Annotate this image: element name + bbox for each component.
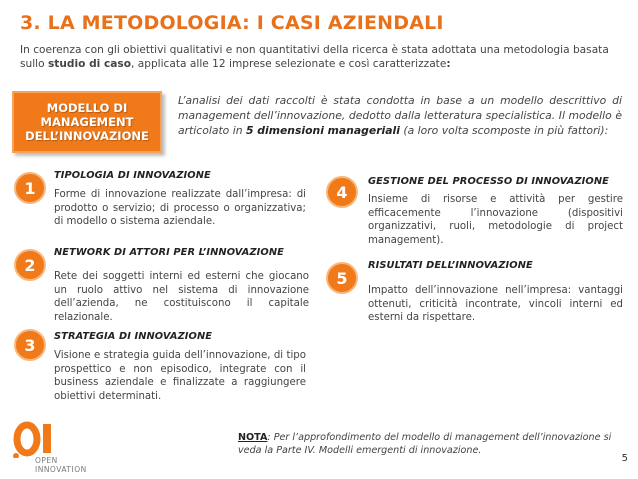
page-number: 5: [621, 453, 628, 464]
section-1-text: Forme di innovazione realizzate dall’impresa: di prodotto o servizio; di processo o organizzativa; di modello o sistema aziendale.: [54, 189, 306, 227]
section-2-title: NETWORK DI ATTORI PER L’INNOVAZIONE: [54, 247, 284, 258]
model-box-line-3: DELL’INNOVAZIONE: [25, 129, 149, 143]
logo-text-line-1: OPEN: [35, 456, 58, 465]
intro-colon: :: [446, 58, 451, 70]
intro-paragraph: [20, 43, 620, 71]
intro-text-1: In coerenza con gli obiettivi qualitativi e non quantitativi della ricerca è stata adottata una metodologia basata sullo: [20, 44, 609, 70]
note-text: : Per l’approfondimento del modello di management dell’innovazione si veda la Parte IV. Modelli emergenti di innovazione.: [238, 432, 612, 456]
page-title: 3. LA METODOLOGIA: I CASI AZIENDALI: [20, 12, 444, 34]
section-3-text: Visione e strategia guida dell’innovazione, di tipo prospettico e non episodico, integrate con il business aziendale e finalizzate a raggiungere obiettivi determinati.: [54, 350, 306, 402]
section-2-number-badge: 2: [14, 249, 46, 281]
section-5-number-badge: 5: [326, 262, 358, 294]
model-box-line-2: MANAGEMENT: [40, 115, 134, 129]
section-2-text: Rete dei soggetti interni ed esterni che giocano un ruolo attivo nel sistema di innovazione dell’azienda, ne costituiscono il capitale relazionale.: [54, 271, 309, 323]
model-box-line-1: MODELLO DI: [46, 101, 128, 115]
section-3-title: STRATEGIA DI INNOVAZIONE: [54, 331, 213, 342]
model-text-2: (a loro volta scomposte in più fattori):: [399, 124, 609, 137]
section-4-text: Insieme di risorse e attività per gestire efficacemente l’innovazione (dispositivi organizzativi, ruoli, metodologie di project management).: [368, 194, 623, 246]
section-1-title: TIPOLOGIA DI INNOVAZIONE: [54, 170, 211, 181]
model-description: [178, 93, 622, 138]
section-5-text: Impatto dell’innovazione nell’impresa: vantaggi ottenuti, criticità incontrate, vincoli interni ed esterni da rispettare.: [368, 285, 623, 323]
section-4-title: GESTIONE DEL PROCESSO DI INNOVAZIONE: [368, 176, 609, 187]
logo-text-line-2: INNOVATION: [35, 465, 87, 474]
model-text-bold: 5 dimensioni manageriali: [246, 124, 400, 137]
section-4-number-badge: 4: [326, 176, 358, 208]
model-text-1: L’analisi dei dati raccolti è stata condotta in base a un modello descrittivo di management dell’innovazione, dedotto dalla letteratura specialistica. Il modello è articolato in: [178, 94, 622, 137]
intro-text-2: , applicata alle 12 imprese selezionate e così caratterizzate: [131, 58, 447, 70]
intro-bold: studio di caso: [47, 58, 131, 70]
footnote: [238, 431, 628, 457]
logo-mark-icon: [8, 418, 68, 458]
note-label: NOTA: [238, 432, 268, 443]
section-5-title: RISULTATI DELL’INNOVAZIONE: [368, 260, 533, 271]
open-innovation-logo: [8, 418, 108, 476]
section-1-number-badge: 1: [14, 172, 46, 204]
model-box: [12, 91, 162, 153]
section-3-number-badge: 3: [14, 329, 46, 361]
